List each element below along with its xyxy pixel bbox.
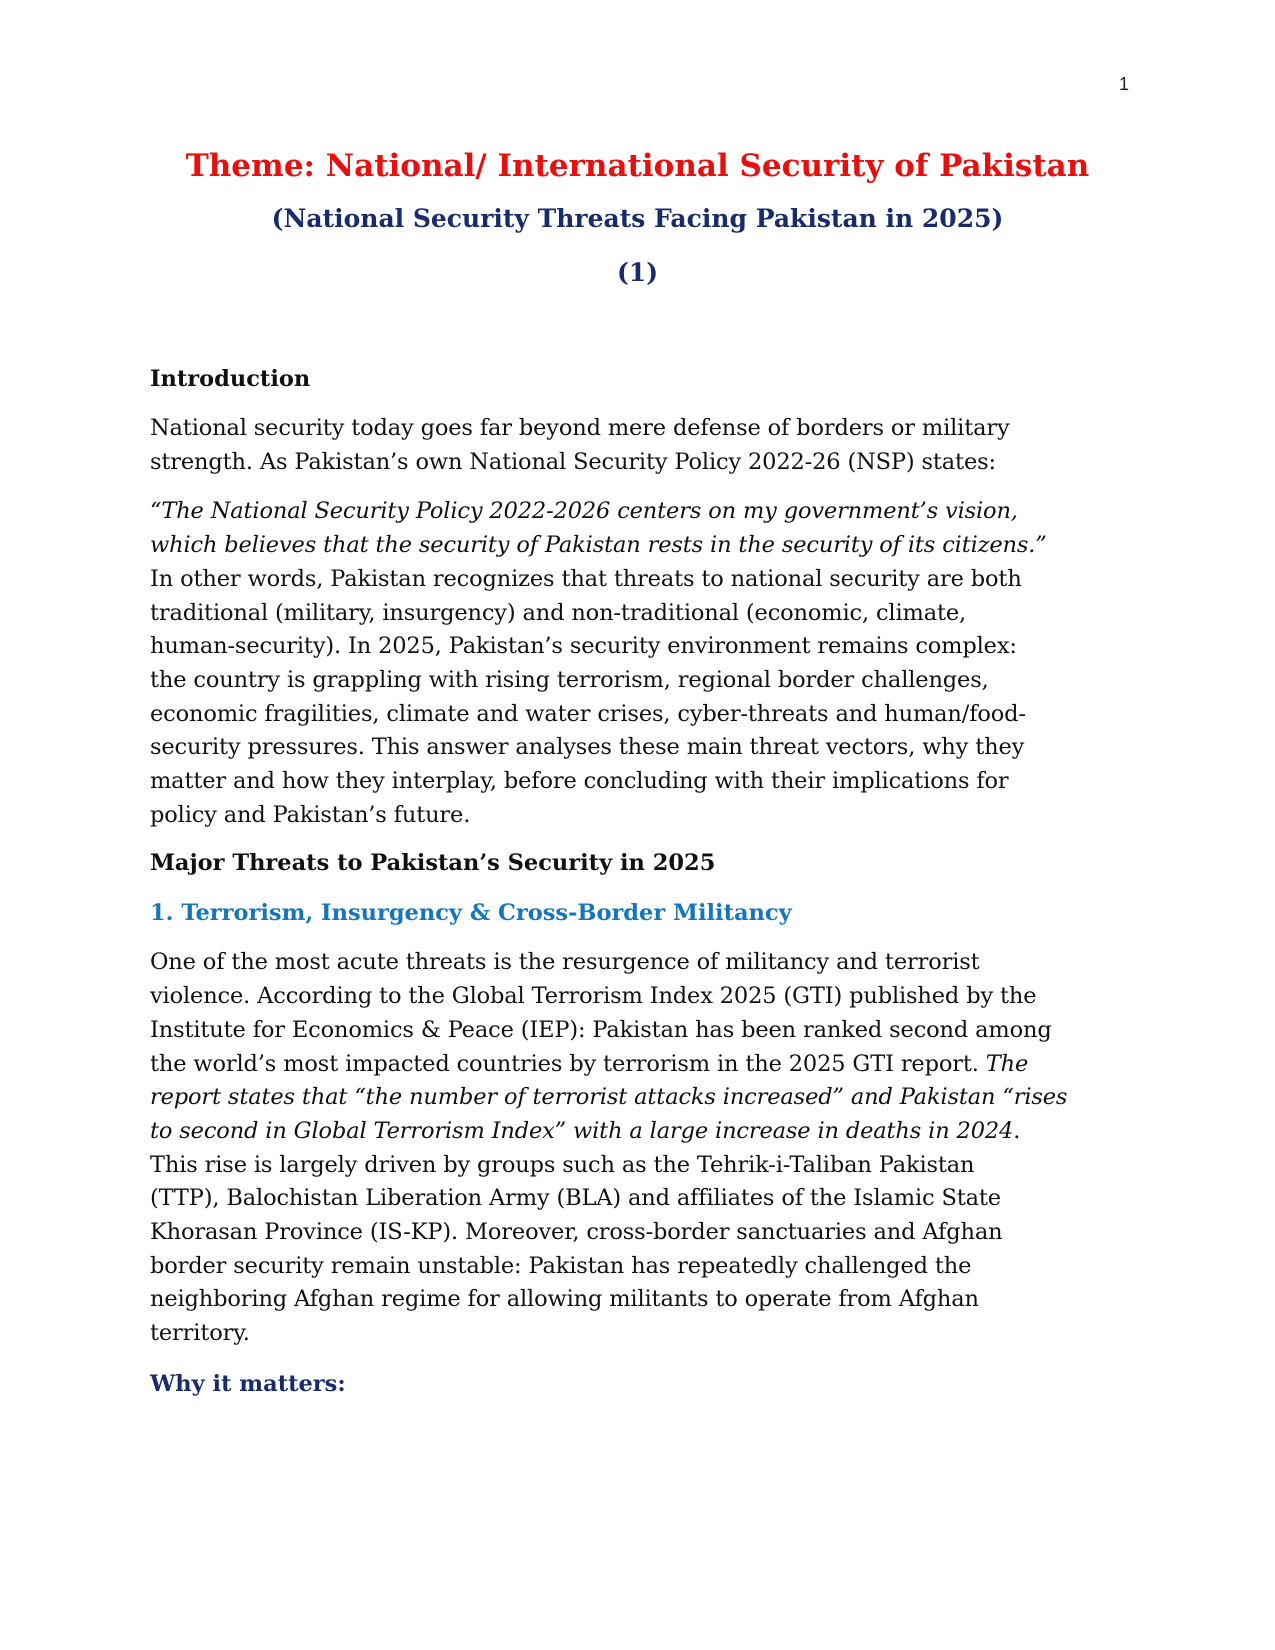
text-line: National security today goes far beyond mere defense of borders or military — [150, 415, 1010, 441]
text-line: neighboring Afghan regime for allowing militants to operate from Afghan — [150, 1286, 979, 1313]
text-segment: the world’s most impacted countries by terrorism in the 2025 GTI report. — [150, 1050, 986, 1077]
text-line — [150, 1115, 1130, 1149]
text-line: traditional (military, insurgency) and non-traditional (economic, climate, — [150, 599, 967, 626]
document-subtitle: (National Security Threats Facing Pakistan in 2025) — [271, 204, 1004, 233]
text-line: violence. According to the Global Terrorism Index 2025 (GTI) published by the — [150, 983, 1037, 1010]
italic-segment: The — [985, 1050, 1029, 1077]
document-body — [150, 362, 1130, 1401]
introduction-paragraph-2 — [150, 495, 1130, 832]
text-line — [150, 1048, 1130, 1082]
text-line: Khorasan Province (IS-KP). Moreover, cross-border sanctuaries and Afghan — [150, 1219, 1003, 1246]
text-line: This rise is largely driven by groups such as the Tehrik-i-Taliban Pakistan — [150, 1151, 975, 1178]
text-line: territory. — [150, 1320, 250, 1347]
document-header — [0, 146, 1275, 290]
text-line: economic fragilities, climate and water crises, cyber-threats and human/food- — [150, 700, 1026, 727]
text-line: strength. As Pakistan’s own National Security Policy 2022-26 (NSP) states: — [150, 448, 996, 475]
text-segment: . — [1013, 1117, 1021, 1144]
why-it-matters-heading: Why it matters: — [150, 1370, 346, 1397]
page-number: 1 — [1118, 74, 1129, 94]
section-1-paragraph — [150, 946, 1130, 1350]
text-line: security pressures. This answer analyses these main threat vectors, why they — [150, 734, 1025, 761]
text-line: Institute for Economics & Peace (IEP): Pakistan has been ranked second among — [150, 1016, 1052, 1043]
introduction-paragraph-1 — [150, 412, 1130, 479]
document-title: Theme: National/ International Security of Pakistan — [185, 148, 1090, 184]
text-line: human-security). In 2025, Pakistan’s security environment remains complex: — [150, 633, 1017, 660]
gti-quote-line: report states that “the number of terrorist attacks increased” and Pakistan “rises — [150, 1084, 1068, 1111]
nsp-quote-line: which believes that the security of Pakistan rests in the security of its citizens.” — [150, 532, 1047, 559]
text-line: policy and Pakistan’s future. — [150, 801, 471, 828]
text-line: the country is grappling with rising terrorism, regional border challenges, — [150, 666, 989, 693]
part-number: (1) — [616, 258, 659, 287]
introduction-heading: Introduction — [150, 366, 311, 392]
text-line: border security remain unstable: Pakistan has repeatedly challenged the — [150, 1252, 972, 1279]
text-line: matter and how they interplay, before concluding with their implications for — [150, 768, 1009, 795]
text-line: One of the most acute threats is the resurgence of militancy and terrorist — [150, 949, 980, 976]
nsp-quote-line: “The National Security Policy 2022-2026 centers on my government’s vision, — [150, 498, 1018, 525]
major-threats-heading: Major Threats to Pakistan’s Security in 2025 — [150, 850, 716, 877]
section-1-heading: 1. Terrorism, Insurgency & Cross-Border Militancy — [150, 900, 792, 927]
text-line: (TTP), Balochistan Liberation Army (BLA) and affiliates of the Islamic State — [150, 1185, 1001, 1212]
italic-segment: to second in Global Terrorism Index” with a large increase in deaths in 2024 — [150, 1117, 1014, 1144]
text-line: In other words, Pakistan recognizes that threats to national security are both — [150, 565, 1022, 592]
